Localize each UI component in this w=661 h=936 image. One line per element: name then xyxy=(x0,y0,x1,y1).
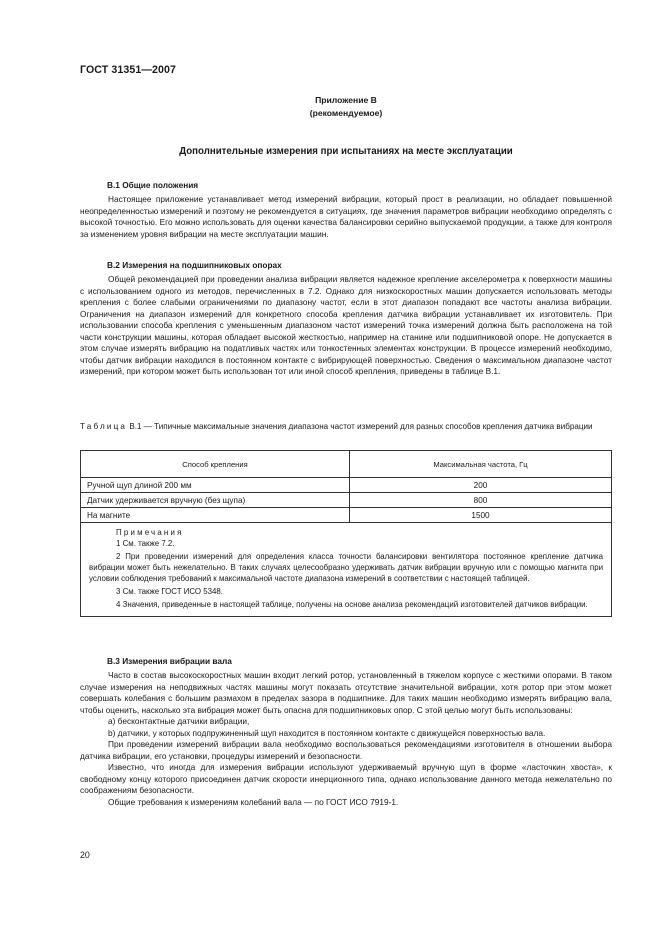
table-row xyxy=(81,493,612,508)
paragraph: Настоящее приложение устанавливает метод измерений вибрации, который прост в реализации, но обладает повышенной неопределенностью измерений и поэтому не рекомендуется в ситуациях, где значения параметров вибрации необходимо определять с высокой точностью. Его можно использовать для оценки качества балансировки серийно выпускаемой продукции, а также для контроля за изменением уровня вибрации на месте эксплуатации машин. xyxy=(80,194,612,239)
table-header-method: Способ крепления xyxy=(81,451,350,478)
paragraph: Часто в состав высокоскоростных машин входит легкий ротор, установленный в тяжелом корпусе с жесткими опорами. В таком случае измерения на неподвижных частях машины могут показать отсутствие значительной вибрации, хотя ротор при этом может совершать колебания с большим размахом в пределах зазора в подшипнике. Для таких машин необходимо измерять вибрацию вала, чтобы оценить, насколько эта вибрация может быть опасна для подшипниковых опор. С этой целью могут быть использованы: xyxy=(80,670,612,715)
appendix-title: Приложение В xyxy=(315,95,377,105)
table-caption-prefix: Таблица xyxy=(80,422,128,431)
page-number: 20 xyxy=(80,850,90,860)
paragraph: Общей рекомендацией при проведении анализа вибрации является надежное крепление акселерометра к поверхности машины с использованием одного из методов, перечисленных в 7.2. Однако для низкоскоростных машин допускается использовать методы крепления с более слабыми ограничениями по диапазону частот, если в этот диапазон попадают все частоты анализа вибрации. Ограничения на диапазон измерений для конкретного способа крепления датчика вибрации устанавливает их изготовитель. При использовании способа крепления с уменьшенным диапазоном частот измерений точка измерений должна быть расположена на той части конструкции машины, которая обладает высокой жесткостью, например на станине или подшипниковой опоре. Не допускается в этом случае измерять вибрацию на податливых частях или тонкостенных элементах конструкции. В процессе измерений необходимо, чтобы датчик вибрации находился в постоянном контакте с вибрирующей поверхностью. Сведения о максимальном диапазоне частот измерений, при котором может быть использован тот или иной способ крепления, приведены в таблице В.1. xyxy=(80,274,612,377)
note-item: 3 См. также ГОСТ ИСО 5348. xyxy=(116,587,224,596)
table-cell-frequency: 200 xyxy=(350,478,612,493)
note-item: 4 Значения, приведенные в настоящей таблице, получены на основе анализа рекомендаций изготовителей датчиков вибрации. xyxy=(116,600,588,609)
list-item-a: а) бесконтактные датчики вибрации, xyxy=(108,716,250,727)
table-header-frequency: Максимальная частота, Гц xyxy=(350,451,612,478)
table-cell-frequency: 1500 xyxy=(350,508,612,523)
note-item: 2 При проведении измерений для определения класса точности балансировки вентилятора постоянное крепление датчика вибрации может быть нежелательно. В таких случаях целесообразно удерживать датчик вибрации вручную или с помощью магнита при условии соблюдения требований к максимальной частоте диапазона измерений в соответствии с настоящей таблицей. xyxy=(89,552,603,583)
section-b2-body xyxy=(80,274,612,378)
notes-title: Примечания xyxy=(116,528,184,537)
table-cell-method: Ручной щуп длиной 200 мм xyxy=(81,478,350,493)
list-item-b: b) датчики, у которых подпружиненный щуп находится в постоянном контакте с движущейся поверхностью вала. xyxy=(108,727,546,738)
table-notes-row xyxy=(81,523,612,617)
table-row xyxy=(81,508,612,523)
paragraph: Общие требования к измерениям колебаний вала — по ГОСТ ИСО 7919-1. xyxy=(108,797,399,808)
table-notes xyxy=(81,523,612,617)
paragraph: При проведении измерений вибрации вала необходимо воспользоваться рекомендациями изготовителя в отношении выбора датчика вибрации, его установки, процедуры измерений и безопасности. xyxy=(80,739,612,761)
table-cell-method: Датчик удерживается вручную (без щупа) xyxy=(81,493,350,508)
table-caption-text: В.1 — Типичные максимальные значения диапазона частот измерений для разных способов крепления датчика вибрации xyxy=(127,422,593,431)
section-b1-heading: В.1 Общие положения xyxy=(107,180,199,190)
note-item: 1 См. также 7.2. xyxy=(116,539,175,548)
table-header-row xyxy=(81,451,612,478)
table-cell-method: На магните xyxy=(81,508,350,523)
table-cell-frequency: 800 xyxy=(350,493,612,508)
section-b3-heading: В.3 Измерения вибрации вала xyxy=(107,656,232,666)
table-row xyxy=(81,478,612,493)
section-b3-body xyxy=(80,670,612,809)
table-caption xyxy=(80,421,612,432)
appendix-subtitle: (рекомендуемое) xyxy=(309,108,383,118)
paragraph: Известно, что иногда для измерения вибрации используют удерживаемый вручную щуп в форме «ласточкин хвоста», к свободному концу которого присоединен датчик скорости инерционного типа, однако использование данного метода нежелательно по соображениям безопасности. xyxy=(80,762,612,796)
main-title: Дополнительные измерения при испытаниях на месте эксплуатации xyxy=(179,146,513,157)
section-b1-body xyxy=(80,194,612,240)
document-header: ГОСТ 31351—2007 xyxy=(80,64,177,76)
section-b2-heading: В.2 Измерения на подшипниковых опорах xyxy=(107,260,282,270)
mounting-table xyxy=(80,450,612,617)
